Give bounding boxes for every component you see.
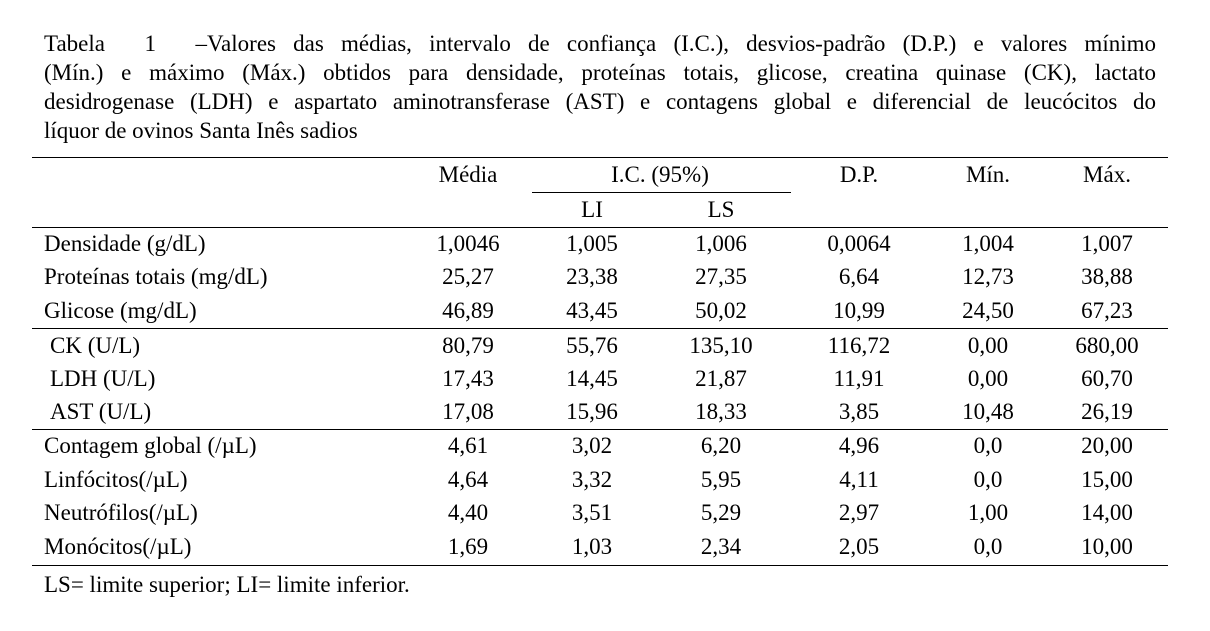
cell-dp: 116,72 bbox=[827, 333, 891, 358]
cell-min: 10,48 bbox=[962, 399, 1014, 424]
cell-max: 680,00 bbox=[1075, 333, 1139, 358]
cell-min: 0,0 bbox=[973, 534, 1003, 559]
cell-li: 23,38 bbox=[566, 264, 618, 289]
header-ls: LS bbox=[707, 197, 735, 222]
caption-line-1 bbox=[44, 29, 1156, 58]
header-media: Média bbox=[438, 162, 498, 187]
cell-li: 3,32 bbox=[571, 467, 613, 492]
bottom-rule bbox=[32, 565, 1168, 566]
cell-ls: 2,34 bbox=[700, 534, 742, 559]
group-rule-2 bbox=[32, 429, 1168, 430]
cell-li: 3,02 bbox=[571, 433, 613, 458]
cell-dp: 10,99 bbox=[833, 298, 885, 323]
cell-min: 0,00 bbox=[967, 333, 1009, 358]
cell-min: 12,73 bbox=[962, 264, 1014, 289]
caption-line-2: (Mín.) e máximo (Máx.) obtidos para densidade, proteínas totais, glicose, creatina quinase (CK), lactato bbox=[44, 60, 1156, 85]
cell-ls: 21,87 bbox=[695, 366, 747, 391]
table-caption bbox=[44, 29, 1156, 145]
cell-media: 80,79 bbox=[442, 333, 494, 358]
group-rule-1 bbox=[32, 328, 1168, 329]
cell-ls: 135,10 bbox=[689, 333, 753, 358]
cell-max: 26,19 bbox=[1081, 399, 1133, 424]
cell-dp: 3,85 bbox=[838, 399, 880, 424]
cell-dp: 0,0064 bbox=[827, 231, 891, 256]
cell-dp: 6,64 bbox=[838, 264, 880, 289]
cell-media: 4,61 bbox=[447, 433, 489, 458]
header-max: Máx. bbox=[1083, 162, 1131, 187]
cell-media: 17,43 bbox=[442, 366, 494, 391]
row-label: AST (U/L) bbox=[50, 399, 152, 424]
cell-min: 0,0 bbox=[973, 467, 1003, 492]
row-label: Glicose (mg/dL) bbox=[44, 298, 197, 323]
cell-li: 3,51 bbox=[571, 500, 613, 525]
cell-ls: 27,35 bbox=[695, 264, 747, 289]
cell-max: 38,88 bbox=[1081, 264, 1133, 289]
cell-dp: 4,96 bbox=[838, 433, 880, 458]
cell-max: 20,00 bbox=[1081, 433, 1133, 458]
cell-media: 46,89 bbox=[442, 298, 494, 323]
header-bottom-rule bbox=[32, 227, 1168, 228]
cell-ls: 5,29 bbox=[700, 500, 742, 525]
caption-text-1: Valores das médias, intervalo de confiança (I.C.), desvios-padrão (D.P.) e valores mínimo bbox=[207, 31, 1156, 56]
caption-line-4: líquor de ovinos Santa Inês sadios bbox=[44, 118, 358, 143]
cell-dp: 2,97 bbox=[838, 500, 880, 525]
cell-media: 1,69 bbox=[447, 534, 489, 559]
cell-dp: 2,05 bbox=[838, 534, 880, 559]
cell-ls: 1,006 bbox=[695, 231, 747, 256]
row-label: Contagem global (/µL) bbox=[44, 433, 257, 458]
cell-dp: 4,11 bbox=[839, 467, 879, 492]
cell-min: 0,0 bbox=[973, 433, 1003, 458]
cell-ls: 50,02 bbox=[695, 298, 747, 323]
cell-media: 17,08 bbox=[442, 399, 494, 424]
cell-media: 4,40 bbox=[447, 500, 489, 525]
row-label: Proteínas totais (mg/dL) bbox=[44, 264, 268, 289]
cell-max: 1,007 bbox=[1081, 231, 1133, 256]
header-dp: D.P. bbox=[839, 162, 879, 187]
cell-max: 10,00 bbox=[1081, 534, 1133, 559]
cell-media: 1,0046 bbox=[436, 231, 500, 256]
cell-media: 25,27 bbox=[442, 264, 494, 289]
cell-max: 67,23 bbox=[1081, 298, 1133, 323]
cell-min: 1,004 bbox=[962, 231, 1014, 256]
row-label: CK (U/L) bbox=[50, 333, 141, 358]
cell-li: 55,76 bbox=[566, 333, 618, 358]
cell-li: 14,45 bbox=[566, 366, 618, 391]
header-min: Mín. bbox=[965, 162, 1011, 187]
cell-li: 1,005 bbox=[566, 231, 618, 256]
cell-dp: 11,91 bbox=[833, 366, 885, 391]
caption-line-3: desidrogenase (LDH) e aspartato aminotransferase (AST) e contagens global e diferencial de leucócitos do bbox=[44, 89, 1156, 114]
row-label: Linfócitos(/µL) bbox=[44, 467, 188, 492]
header-li: LI bbox=[581, 197, 603, 222]
row-label: Densidade (g/dL) bbox=[44, 231, 206, 256]
cell-li: 43,45 bbox=[566, 298, 618, 323]
row-label: Neutrófilos(/µL) bbox=[44, 500, 198, 525]
cell-min: 0,00 bbox=[967, 366, 1009, 391]
cell-max: 60,70 bbox=[1081, 366, 1133, 391]
cell-li: 15,96 bbox=[566, 399, 618, 424]
header-ic: I.C. (95%) bbox=[611, 162, 709, 187]
cell-media: 4,64 bbox=[447, 467, 489, 492]
cell-max: 14,00 bbox=[1081, 500, 1133, 525]
cell-ls: 6,20 bbox=[700, 433, 742, 458]
ic-rule bbox=[532, 192, 791, 193]
cell-ls: 5,95 bbox=[700, 467, 742, 492]
cell-ls: 18,33 bbox=[695, 399, 747, 424]
top-rule bbox=[32, 157, 1168, 158]
table-footnote: LS= limite superior; LI= limite inferior. bbox=[44, 572, 410, 597]
row-label: Monócitos(/µL) bbox=[44, 534, 192, 559]
cell-min: 24,50 bbox=[962, 298, 1014, 323]
caption-label: Tabela 1 – bbox=[44, 31, 207, 56]
cell-max: 15,00 bbox=[1081, 467, 1133, 492]
cell-min: 1,00 bbox=[967, 500, 1009, 525]
row-label: LDH (U/L) bbox=[50, 366, 156, 391]
cell-li: 1,03 bbox=[571, 534, 613, 559]
